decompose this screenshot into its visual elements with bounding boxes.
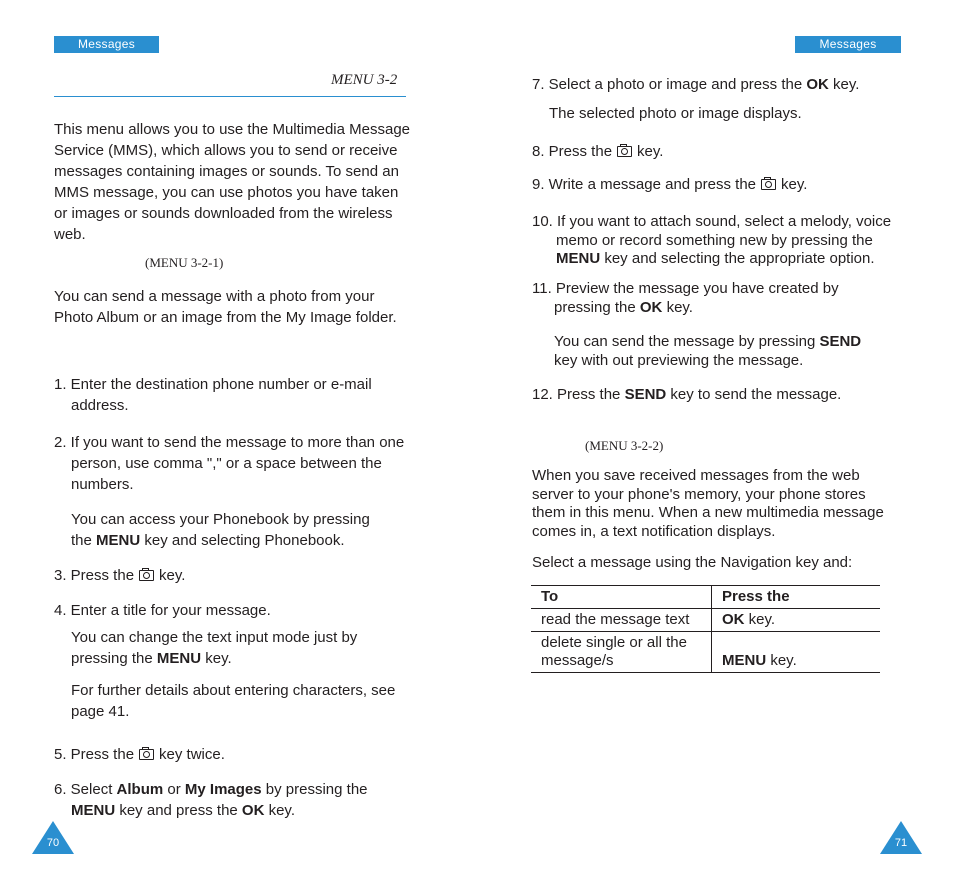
camera-key-icon bbox=[139, 570, 154, 581]
section-rule-left bbox=[54, 96, 406, 97]
step-7-note: The selected photo or image displays. bbox=[549, 105, 802, 122]
step-9-a: 9. Write a message and press the bbox=[532, 176, 757, 193]
step-6-b: by pressing the bbox=[265, 781, 368, 798]
menu-key-label: MENU bbox=[556, 250, 601, 267]
step-6-d: key. bbox=[268, 802, 295, 819]
table-cell-key-suffix: key. bbox=[748, 611, 776, 628]
step-9 bbox=[532, 174, 807, 195]
step-2: 2. If you want to send the message to more than one person, use comma "," or a space between the numbers. bbox=[54, 434, 405, 493]
table-cell-action: delete single or all the message/s bbox=[531, 632, 712, 673]
step-9-b: key. bbox=[781, 176, 808, 193]
table-cell-key-suffix: key. bbox=[770, 652, 797, 669]
page-number-right: 71 bbox=[894, 837, 908, 849]
step-7-a: 7. Select a photo or image and press the bbox=[532, 76, 803, 93]
step-4-note-2: For further details about entering characters, see page 41. bbox=[71, 682, 396, 720]
step-2-note bbox=[71, 509, 391, 551]
menu-key-label: MENU bbox=[156, 650, 202, 667]
header-tab-left: Messages bbox=[54, 36, 159, 53]
step-11 bbox=[532, 280, 864, 317]
step-7-b: key. bbox=[833, 76, 860, 93]
menu-key-label: MENU bbox=[71, 802, 116, 819]
step-4: 4. Enter a title for your message. bbox=[54, 602, 271, 619]
step-11-note bbox=[554, 333, 884, 370]
send-key-label: SEND bbox=[819, 333, 862, 350]
step-2-note-b: key and selecting Phonebook. bbox=[144, 532, 345, 549]
step-10 bbox=[532, 213, 896, 269]
my-images-label: My Images bbox=[184, 781, 262, 798]
step-12-b: key to send the message. bbox=[670, 386, 842, 403]
step-11-note-b: key with out previewing the message. bbox=[554, 351, 804, 369]
step-11-b: key. bbox=[666, 298, 693, 316]
page-number-left: 70 bbox=[46, 837, 60, 849]
camera-key-icon bbox=[617, 146, 632, 157]
step-5-b: key twice. bbox=[159, 746, 225, 763]
menu-key-label: MENU bbox=[722, 652, 767, 669]
step-12-a: 12. Press the bbox=[532, 386, 621, 403]
step-8 bbox=[532, 141, 663, 162]
ok-key-label: OK bbox=[241, 802, 265, 819]
step-6 bbox=[54, 779, 401, 821]
step-3-b: key. bbox=[159, 567, 186, 584]
sub-intro-left: You can send a message with a photo from your Photo Album or an image from the My Image folder. bbox=[54, 288, 397, 326]
step-6-or: or bbox=[167, 781, 181, 798]
step-3 bbox=[54, 565, 185, 586]
step-6-c: key and press the bbox=[119, 802, 238, 819]
camera-key-icon bbox=[139, 749, 154, 760]
camera-key-icon bbox=[761, 179, 776, 190]
ok-key-label: OK bbox=[639, 298, 663, 316]
table-cell-action: read the message text bbox=[531, 609, 712, 632]
album-label: Album bbox=[116, 781, 164, 798]
step-11-note-a: You can send the message by pressing bbox=[554, 333, 816, 350]
menu-ref-left: MENU 3-2 bbox=[331, 72, 398, 88]
step-7 bbox=[532, 74, 859, 95]
step-12 bbox=[532, 384, 841, 405]
step-3-a: 3. Press the bbox=[54, 567, 135, 584]
step-5-a: 5. Press the bbox=[54, 746, 135, 763]
ok-key-label: OK bbox=[806, 76, 829, 93]
table-cell-key bbox=[712, 609, 881, 632]
table-header-press: Press the bbox=[712, 586, 881, 609]
step-10-a: 10. If you want to attach sound, select a melody, voice memo or record something new by pressing the bbox=[532, 213, 892, 249]
sub-menu-ref-right: (MENU 3-2-2) bbox=[585, 438, 664, 453]
step-8-b: key. bbox=[637, 143, 664, 160]
step-4-note-1 bbox=[71, 627, 371, 669]
table-cell-key bbox=[712, 632, 881, 673]
table-header-to: To bbox=[531, 586, 712, 609]
table-header-row bbox=[531, 586, 880, 609]
send-key-label: SEND bbox=[624, 386, 667, 403]
intro-paragraph: This menu allows you to use the Multimedia Message Service (MMS), which allows you to send or receive messages containing images or sounds. To send an MMS message, you can use photos you have taken or images or sounds downloaded from the wireless web. bbox=[54, 121, 411, 243]
sub-intro-right: When you save received messages from the web server to your phone's memory, your phone stores them in this menu. When a new multimedia message comes in, a text notification displays. bbox=[532, 467, 884, 540]
step-4-note-1-b: key. bbox=[205, 650, 232, 667]
step-11-a: 11. Preview the message you have created by pressing the bbox=[532, 280, 839, 316]
step-6-a: 6. Select bbox=[54, 781, 113, 798]
step-4-note-1-a: You can change the text input mode just by pressing the bbox=[71, 629, 358, 667]
step-1: 1. Enter the destination phone number or e-mail address. bbox=[54, 376, 372, 414]
header-tab-right: Messages bbox=[795, 36, 901, 53]
menu-key-label: MENU bbox=[96, 532, 141, 549]
table-row bbox=[531, 609, 880, 632]
step-5 bbox=[54, 744, 225, 765]
table-row bbox=[531, 632, 880, 673]
select-instruction: Select a message using the Navigation key and: bbox=[532, 554, 853, 571]
step-2-note-a: You can access your Phonebook by pressing the bbox=[71, 511, 370, 549]
sub-menu-ref-left: (MENU 3-2-1) bbox=[145, 255, 224, 270]
step-8-a: 8. Press the bbox=[532, 143, 613, 160]
step-10-b: key and selecting the appropriate option. bbox=[604, 250, 875, 267]
options-table bbox=[531, 585, 880, 673]
ok-key-label: OK bbox=[722, 611, 745, 628]
